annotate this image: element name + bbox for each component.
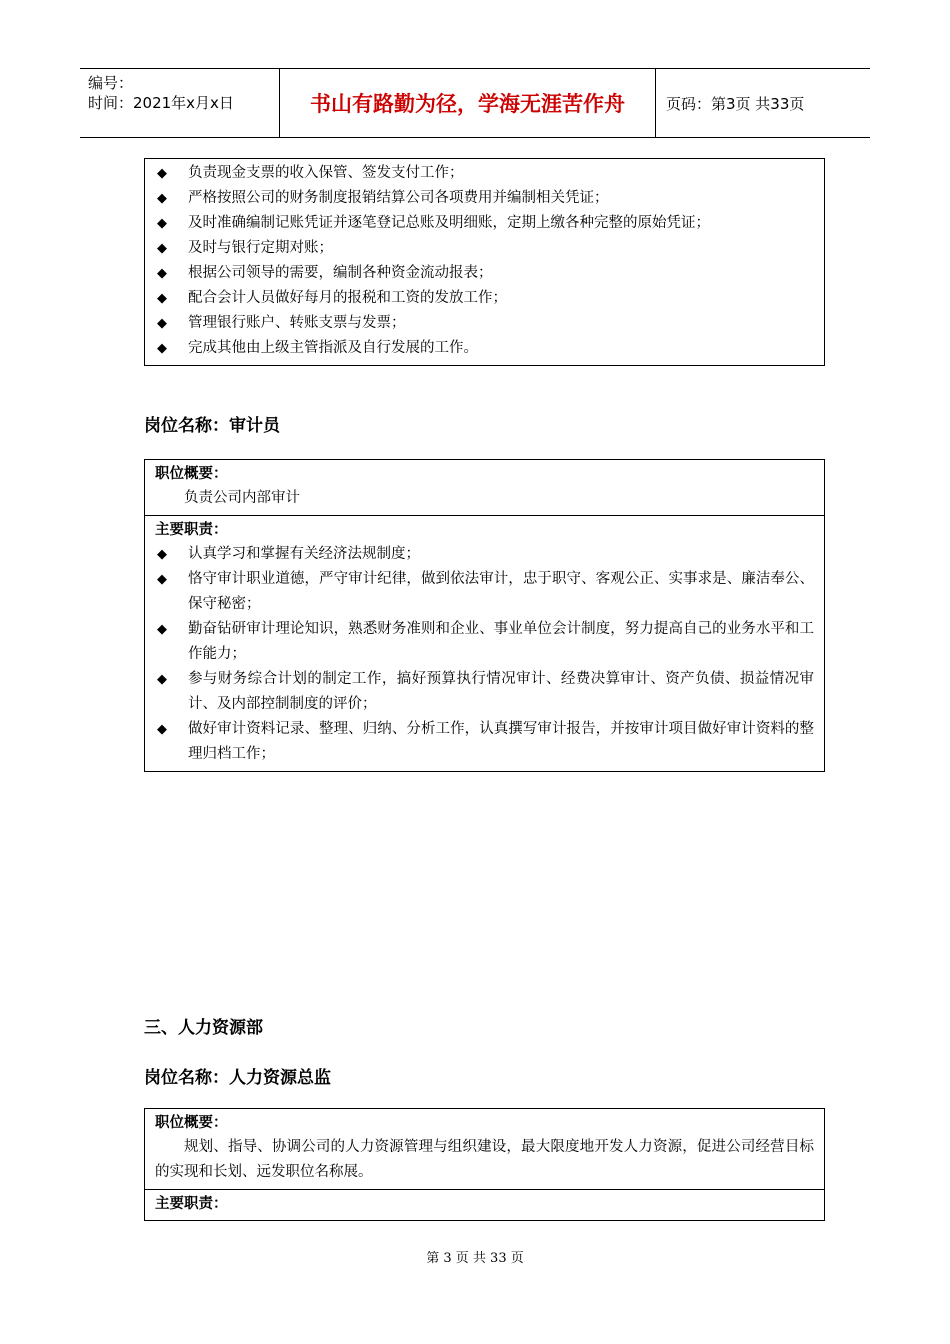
hr-section-title: 三、人力资源部 bbox=[144, 1018, 263, 1038]
duty-item bbox=[155, 542, 814, 567]
page-header bbox=[80, 68, 870, 138]
duty-item bbox=[155, 311, 814, 336]
page-footer: 第 3 页 共 33 页 bbox=[426, 1251, 524, 1266]
finance-duties-box bbox=[144, 158, 825, 366]
diamond-bullet-icon: ◆ bbox=[157, 191, 167, 206]
duty-text: 及时准确编制记账凭证并逐笔登记总账及明细账，定期上缴各种完整的原始凭证； bbox=[188, 215, 710, 231]
diamond-bullet-icon: ◆ bbox=[157, 241, 167, 256]
hr-overview-section bbox=[145, 1109, 824, 1189]
duty-text: 做好审计资料记录、整理、归纳、分析工作，认真撰写审计报告，并按审计项目做好审计资料的整理归档工作； bbox=[188, 721, 814, 762]
duty-text: 完成其他由上级主管指派及自行发展的工作。 bbox=[188, 340, 478, 356]
duty-text: 根据公司领导的需要，编制各种资金流动报表； bbox=[188, 265, 493, 281]
diamond-bullet-icon: ◆ bbox=[157, 266, 167, 281]
finance-duties-section bbox=[145, 159, 824, 365]
diamond-bullet-icon: ◆ bbox=[157, 341, 167, 356]
auditor-duties-list bbox=[155, 542, 814, 767]
duty-text: 勤奋钻研审计理论知识，熟悉财务准则和企业、事业单位会计制度，努力提高自己的业务水平和工作能力； bbox=[188, 621, 814, 662]
hr-heading: 岗位名称：人力资源总监 bbox=[144, 1068, 331, 1088]
duty-item bbox=[155, 286, 814, 311]
duty-text: 参与财务综合计划的制定工作，搞好预算执行情况审计、经费决算审计、资产负债、损益情况审计、及内部控制制度的评价； bbox=[188, 671, 814, 712]
diamond-bullet-icon: ◆ bbox=[157, 622, 167, 637]
hr-duties-label: 主要职责： bbox=[155, 1195, 228, 1212]
diamond-bullet-icon: ◆ bbox=[157, 672, 167, 687]
duty-item bbox=[155, 336, 814, 361]
diamond-bullet-icon: ◆ bbox=[157, 216, 167, 231]
duty-item bbox=[155, 161, 814, 186]
duty-item bbox=[155, 211, 814, 236]
diamond-bullet-icon: ◆ bbox=[157, 722, 167, 737]
header-meta bbox=[80, 69, 280, 137]
duty-text: 管理银行账户、转账支票与发票； bbox=[188, 315, 406, 331]
auditor-overview-section bbox=[145, 460, 824, 515]
duty-item bbox=[155, 717, 814, 767]
hr-duties-section bbox=[145, 1189, 824, 1220]
auditor-overview-label: 职位概要： bbox=[155, 465, 228, 482]
duty-item bbox=[155, 667, 814, 717]
auditor-box bbox=[144, 459, 825, 772]
serial-label: 编号： bbox=[88, 74, 134, 92]
duty-item bbox=[155, 261, 814, 286]
duty-item bbox=[155, 567, 814, 617]
duty-item bbox=[155, 617, 814, 667]
duty-text: 严格按照公司的财务制度报销结算公司各项费用并编制相关凭证； bbox=[188, 190, 609, 206]
auditor-overview-text: 负责公司内部审计 bbox=[184, 490, 300, 506]
hr-overview-text: 规划、指导、协调公司的人力资源管理与组织建设，最大限度地开发人力资源，促进公司经营目标的实现和长划、远发职位名称展。 bbox=[155, 1139, 814, 1180]
duty-text: 恪守审计职业道德，严守审计纪律，做到依法审计，忠于职守、客观公正、实事求是、廉洁奉公、保守秘密； bbox=[188, 571, 814, 612]
diamond-bullet-icon: ◆ bbox=[157, 166, 167, 181]
diamond-bullet-icon: ◆ bbox=[157, 291, 167, 306]
hr-overview-label: 职位概要： bbox=[155, 1114, 228, 1131]
duty-text: 及时与银行定期对账； bbox=[188, 240, 333, 256]
auditor-heading: 岗位名称：审计员 bbox=[144, 416, 280, 436]
duty-text: 配合会计人员做好每月的报税和工资的发放工作； bbox=[188, 290, 507, 306]
diamond-bullet-icon: ◆ bbox=[157, 547, 167, 562]
hr-box bbox=[144, 1108, 825, 1221]
finance-duties-list bbox=[155, 161, 814, 361]
auditor-duties-label: 主要职责： bbox=[155, 521, 228, 538]
duty-text: 负责现金支票的收入保管、签发支付工作； bbox=[188, 165, 464, 181]
date-text: 时间：2021年x月x日 bbox=[88, 94, 234, 112]
auditor-duties-section bbox=[145, 515, 824, 771]
duty-item bbox=[155, 186, 814, 211]
diamond-bullet-icon: ◆ bbox=[157, 572, 167, 587]
header-motto: 书山有路勤为径，学海无涯苦作舟 bbox=[280, 69, 656, 137]
duty-item bbox=[155, 236, 814, 261]
diamond-bullet-icon: ◆ bbox=[157, 316, 167, 331]
duty-text: 认真学习和掌握有关经济法规制度； bbox=[188, 546, 420, 562]
header-page-code: 页码：第3页 共33页 bbox=[666, 94, 805, 113]
